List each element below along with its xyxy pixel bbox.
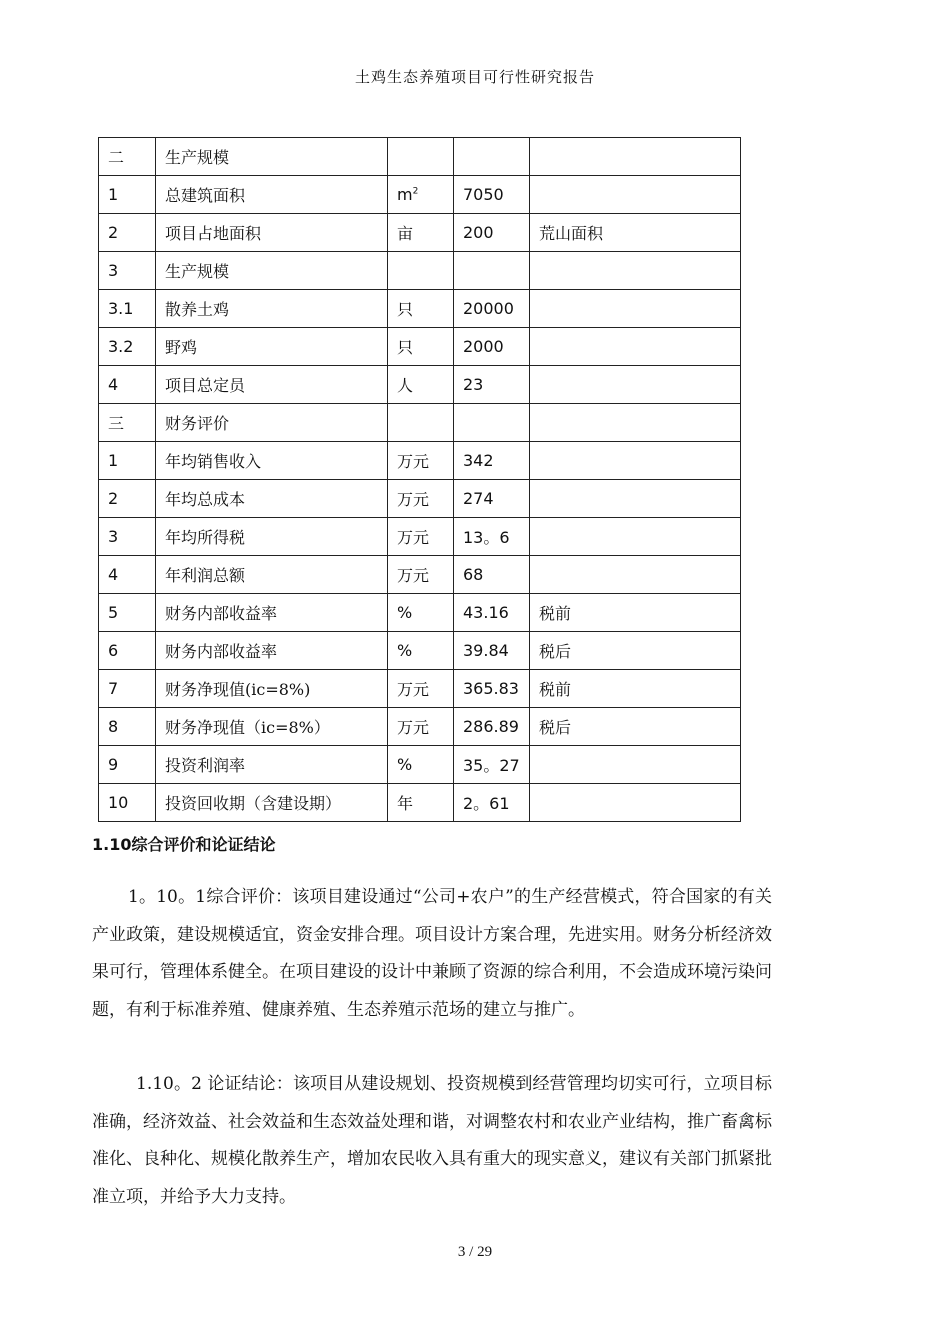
row-note (530, 518, 741, 556)
row-number: 9 (99, 746, 156, 784)
table-row (99, 480, 741, 518)
row-number: 3.2 (99, 328, 156, 366)
row-number: 7 (99, 670, 156, 708)
row-number: 三 (99, 404, 156, 442)
row-name: 项目总定员 (156, 366, 388, 404)
table-row (99, 176, 741, 214)
row-note (530, 290, 741, 328)
unit-superscript: 2 (412, 186, 419, 197)
row-name: 财务内部收益率 (156, 632, 388, 670)
row-name: 财务内部收益率 (156, 594, 388, 632)
row-name: 生产规模 (156, 138, 388, 176)
row-note (530, 442, 741, 480)
row-note (530, 252, 741, 290)
table-row (99, 594, 741, 632)
row-number: 1 (99, 176, 156, 214)
row-number: 3 (99, 252, 156, 290)
row-name: 年均销售收入 (156, 442, 388, 480)
comprehensive-evaluation-paragraph: 1。10。1综合评价：该项目建设通过“公司+农户”的生产经营模式，符合国家的有关产业政策，建设规模适宜，资金安排合理。项目设计方案合理，先进实用。财务分析经济效果可行，管理体系健全。在项目建设的设计中兼顾了资源的综合利用，不会造成环境污染问题，有利于标准养殖、健康养殖、生态养殖示范场的建立与推广。 (92, 887, 772, 1020)
row-unit: 万元 (388, 518, 454, 556)
row-value: 68 (454, 556, 530, 594)
row-value: 200 (454, 214, 530, 252)
row-note (530, 328, 741, 366)
table-row (99, 632, 741, 670)
row-note: 税后 (530, 708, 741, 746)
row-name: 总建筑面积 (156, 176, 388, 214)
table-row (99, 784, 741, 822)
row-unit: 万元 (388, 708, 454, 746)
row-number: 5 (99, 594, 156, 632)
row-value (454, 252, 530, 290)
row-value: 2000 (454, 328, 530, 366)
table-row (99, 366, 741, 404)
row-unit: 人 (388, 366, 454, 404)
row-number: 4 (99, 366, 156, 404)
row-value: 23 (454, 366, 530, 404)
row-unit: % (388, 746, 454, 784)
row-name: 财务净现值（ic=8%） (156, 708, 388, 746)
table-row (99, 214, 741, 252)
row-unit (388, 138, 454, 176)
row-name: 生产规模 (156, 252, 388, 290)
page-header: 土鸡生态养殖项目可行性研究报告 (354, 68, 595, 86)
row-number: 3 (99, 518, 156, 556)
row-number: 二 (99, 138, 156, 176)
row-note (530, 746, 741, 784)
row-unit: 万元 (388, 556, 454, 594)
row-value: 13。6 (454, 518, 530, 556)
unit-base: m (397, 185, 413, 204)
row-unit: 只 (388, 328, 454, 366)
row-name: 投资回收期（含建设期） (156, 784, 388, 822)
table-row (99, 138, 741, 176)
row-note (530, 556, 741, 594)
row-name: 年均所得税 (156, 518, 388, 556)
row-note (530, 176, 741, 214)
row-name: 年利润总额 (156, 556, 388, 594)
row-value: 2。61 (454, 784, 530, 822)
table-row (99, 746, 741, 784)
row-number: 2 (99, 214, 156, 252)
row-number: 10 (99, 784, 156, 822)
row-value (454, 404, 530, 442)
row-name: 项目占地面积 (156, 214, 388, 252)
row-name: 年均总成本 (156, 480, 388, 518)
row-unit: 年 (388, 784, 454, 822)
row-number: 2 (99, 480, 156, 518)
row-value: 20000 (454, 290, 530, 328)
row-number: 3.1 (99, 290, 156, 328)
row-note: 荒山面积 (530, 214, 741, 252)
row-unit: % (388, 632, 454, 670)
row-value: 7050 (454, 176, 530, 214)
table-row (99, 708, 741, 746)
row-note: 税前 (530, 670, 741, 708)
table-row (99, 670, 741, 708)
row-note (530, 784, 741, 822)
row-unit: 万元 (388, 480, 454, 518)
table-row (99, 518, 741, 556)
row-value: 274 (454, 480, 530, 518)
row-unit (388, 252, 454, 290)
row-number: 1 (99, 442, 156, 480)
row-value: 43.16 (454, 594, 530, 632)
table-row (99, 404, 741, 442)
table-row (99, 442, 741, 480)
row-value: 286.89 (454, 708, 530, 746)
table-row (99, 252, 741, 290)
row-unit: % (388, 594, 454, 632)
row-value: 342 (454, 442, 530, 480)
row-name: 散养土鸡 (156, 290, 388, 328)
row-number: 8 (99, 708, 156, 746)
row-note (530, 480, 741, 518)
row-note (530, 404, 741, 442)
row-unit: 只 (388, 290, 454, 328)
row-unit: 万元 (388, 442, 454, 480)
row-note: 税前 (530, 594, 741, 632)
table-row (99, 328, 741, 366)
row-name: 财务评价 (156, 404, 388, 442)
row-note (530, 366, 741, 404)
table-row (99, 556, 741, 594)
conclusion-paragraph: 1.10。2 论证结论：该项目从建设规划、投资规模到经营管理均切实可行，立项目标准确，经济效益、社会效益和生态效益处理和谐，对调整农村和农业产业结构，推广畜禽标准化、良种化、规模化散养生产，增加农民收入具有重大的现实意义，建议有关部门抓紧批准立项，并给予大力支持。 (92, 1074, 772, 1207)
section-heading: 1.10综合评价和论证结论 (92, 835, 276, 854)
summary-table (98, 137, 741, 822)
row-name: 财务净现值(ic=8%) (156, 670, 388, 708)
row-note: 税后 (530, 632, 741, 670)
row-value (454, 138, 530, 176)
row-unit (388, 176, 454, 214)
row-number: 6 (99, 632, 156, 670)
row-unit: 亩 (388, 214, 454, 252)
page-number: 3 / 29 (457, 1244, 493, 1260)
row-name: 野鸡 (156, 328, 388, 366)
table-row (99, 290, 741, 328)
row-number: 4 (99, 556, 156, 594)
row-unit: 万元 (388, 670, 454, 708)
row-unit (388, 404, 454, 442)
row-value: 365.83 (454, 670, 530, 708)
row-value: 35。27 (454, 746, 530, 784)
row-name: 投资利润率 (156, 746, 388, 784)
row-note (530, 138, 741, 176)
row-value: 39.84 (454, 632, 530, 670)
